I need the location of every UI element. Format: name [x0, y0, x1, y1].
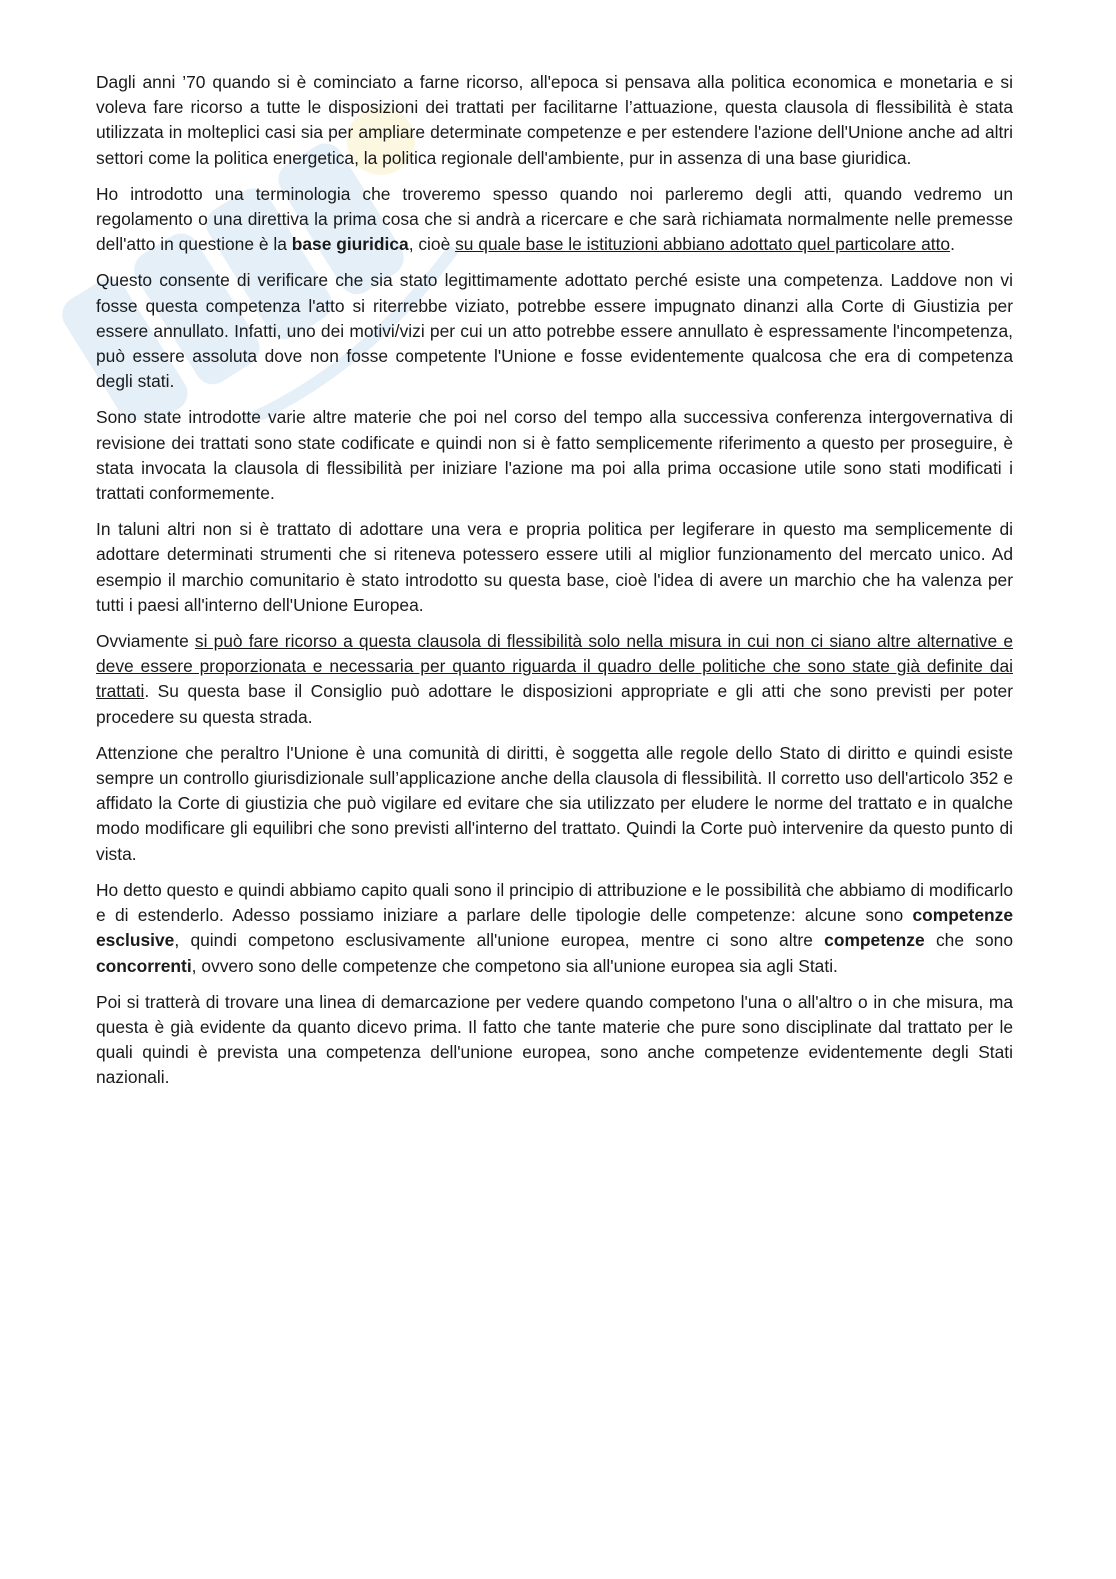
paragraph-1: Dagli anni ’70 quando si è cominciato a farne ricorso, all'epoca si pensava alla politica economica e monetaria e si voleva fare ricorso a tutte le disposizioni dei trattati per facilitarne l’attuazione, questa clausola di flessibilità è stata utilizzata in molteplici casi sia per ampliare determinate competenze e per estendere l'azione dell'Unione anche ad altri settori come la politica energetica, la politica regionale dell'ambiente, pur in assenza di una base giuridica. [96, 72, 1013, 168]
underlined-clause: si può fare ricorso a questa clausola di flessibilità solo nella misura in cui non ci siano altre alternative e deve essere proporzionata e necessaria per quanto riguarda il quadro delle politiche che sono state già definite dai trattati [96, 631, 1013, 702]
paragraph-2: Ho introdotto una terminologia che troveremo spesso quando noi parleremo degli atti, quando vedremo un regolamento o una direttiva la prima cosa che si andrà a ricercare e che sarà richiamata normalmente nelle premesse dell'atto in questione è la base giuridica, cioè su quale base le istituzioni abbiano adottato quel particolare atto. [96, 183, 1013, 255]
paragraph-3: Questo consente di verificare che sia stato legittimamente adottato perché esiste una competenza. Laddove non vi fosse questa competenza l'atto si riterrebbe viziato, potrebbe essere impugnato dinanzi alla Corte di Giustizia per essere annullato. Infatti, uno dei motivi/vizi per cui un atto potrebbe essere annullato è espressamente l'incompetenza, può essere assoluta dove non fosse competente l'Unione e fosse evidentemente qualcosa che era di competenza degli stati. [96, 270, 1013, 392]
document-body [96, 70, 1013, 1102]
paragraph-4: Sono state introdotte varie altre materie che poi nel corso del tempo alla successiva conferenza intergovernativa di revisione dei trattati sono state codificate e quindi non si è fatto semplicemente riferimento a questo per proseguire, è stata invocata la clausola di flessibilità per iniziare l'azione ma poi alla prima occasione utile sono stati modificati i trattati conformemente. [96, 407, 1013, 504]
paragraph-9: Poi si tratterà di trovare una linea di demarcazione per vedere quando competono l'una o all'altro o in che misura, ma questa è già evidente da quanto dicevo prima. Il fatto che tante materie che pure sono disciplinate dal trattato per le quali quindi è prevista una competenza dell'unione europea, sono anche competenze evidentemente degli Stati nazionali. [96, 991, 1013, 1088]
paragraph-8: Ho detto questo e quindi abbiamo capito quali sono il principio di attribuzione e le possibilità che abbiamo di modificarlo e di estenderlo. Adesso possiamo iniziare a parlare delle tipologie delle competenze: alcune sono competenze esclusive, quindi competono esclusivamente all'unione europea, mentre ci sono altre competenze che sono concorrenti, ovvero sono delle competenze che competono sia all'unione europea sia agli Stati. [96, 879, 1013, 976]
paragraph-6: Ovviamente si può fare ricorso a questa clausola di flessibilità solo nella misura in cui non ci siano altre alternative e deve essere proporzionata e necessaria per quanto riguarda il quadro delle politiche che sono state già definite dai trattati. Su questa base il Consiglio può adottare le disposizioni appropriate e gli atti che sono previsti per poter procedere su questa strada. [96, 631, 1013, 727]
bold-competenze-esclusive: competenze esclusive [96, 905, 1013, 951]
paragraph-5: In taluni altri non si è trattato di adottare una vera e propria politica per legiferare in questo ma semplicemente di adottare determinati strumenti che si riteneva potessero essere utili al miglior funzionamento del mercato unico. Ad esempio il marchio comunitario è stato introdotto su questa base, cioè l'idea di avere un marchio che ha valenza per tutti i paesi all'interno dell'Unione Europea. [96, 519, 1013, 615]
bold-concorrenti: concorrenti [96, 955, 192, 976]
bold-competenze: competenze [824, 930, 925, 951]
underlined-definition: su quale base le istituzioni abbiano adottato quel particolare atto [455, 234, 951, 255]
bold-base-giuridica: base giuridica [291, 234, 409, 255]
paragraph-7: Attenzione che peraltro l'Unione è una comunità di diritti, è soggetta alle regole dello Stato di diritto e quindi esiste sempre un controllo giurisdizionale sull’applicazione anche della clausola di flessibilità. Il corretto uso dell'articolo 352 e affidato la Corte di giustizia che può vigilare ed evitare che sia utilizzato per eludere le norme del trattato e in qualche modo modificare gli equilibri che sono previsti all'interno del trattato. Quindi la Corte può intervenire da questo punto di vista. [96, 742, 1013, 864]
